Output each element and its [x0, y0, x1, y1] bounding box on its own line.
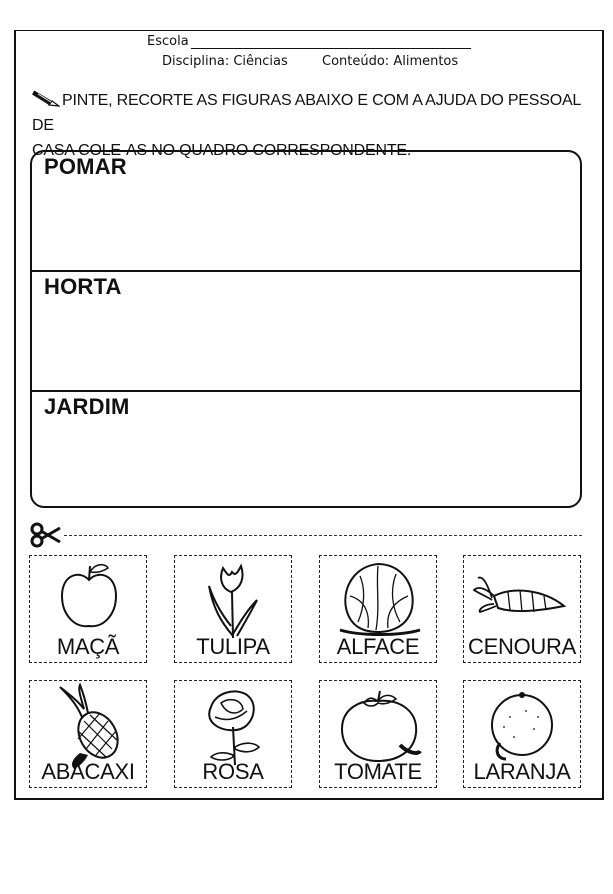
school-label: Escola [147, 34, 189, 49]
zone-pomar[interactable] [32, 152, 580, 272]
zone-horta[interactable] [32, 272, 580, 392]
instruction-line-2: CASA COLE-AS NO QUADRO CORRESPONDENTE. [32, 142, 412, 159]
card-label: LARANJA [473, 759, 571, 784]
card-cenoura[interactable] [463, 555, 581, 663]
card-abacaxi[interactable] [29, 680, 147, 788]
card-label: ALFACE [336, 634, 420, 659]
card-rosa[interactable] [174, 680, 292, 788]
card-tulipa[interactable] [174, 555, 292, 663]
zone-jardim[interactable] [32, 392, 580, 508]
header [0, 0, 613, 80]
sorting-board [30, 150, 582, 508]
card-label: CENOURA [468, 634, 576, 659]
card-label: TULIPA [196, 634, 270, 659]
card-maca[interactable] [29, 555, 147, 663]
card-label: MAÇÃ [56, 634, 120, 659]
card-label: ROSA [202, 759, 264, 784]
content-text: Conteúdo: Alimentos [322, 54, 459, 69]
instruction-line-1: PINTE, RECORTE AS FIGURAS ABAIXO E COM A AJUDA DO PESSOAL DE [32, 92, 581, 134]
pencil-icon [32, 88, 60, 108]
zone-label: POMAR [44, 154, 127, 179]
discipline-text: Disciplina: Ciências [162, 54, 288, 69]
school-field [147, 34, 471, 49]
card-label: TOMATE [334, 759, 422, 784]
school-blank-line[interactable] [191, 37, 471, 49]
card-tomate[interactable] [319, 680, 437, 788]
zone-label: JARDIM [44, 394, 130, 419]
card-laranja[interactable] [463, 680, 581, 788]
zone-label: HORTA [44, 274, 122, 299]
cut-line [30, 520, 582, 550]
scissors-icon [30, 522, 62, 548]
card-label: ABACAXI [41, 759, 135, 784]
card-alface[interactable] [319, 555, 437, 663]
